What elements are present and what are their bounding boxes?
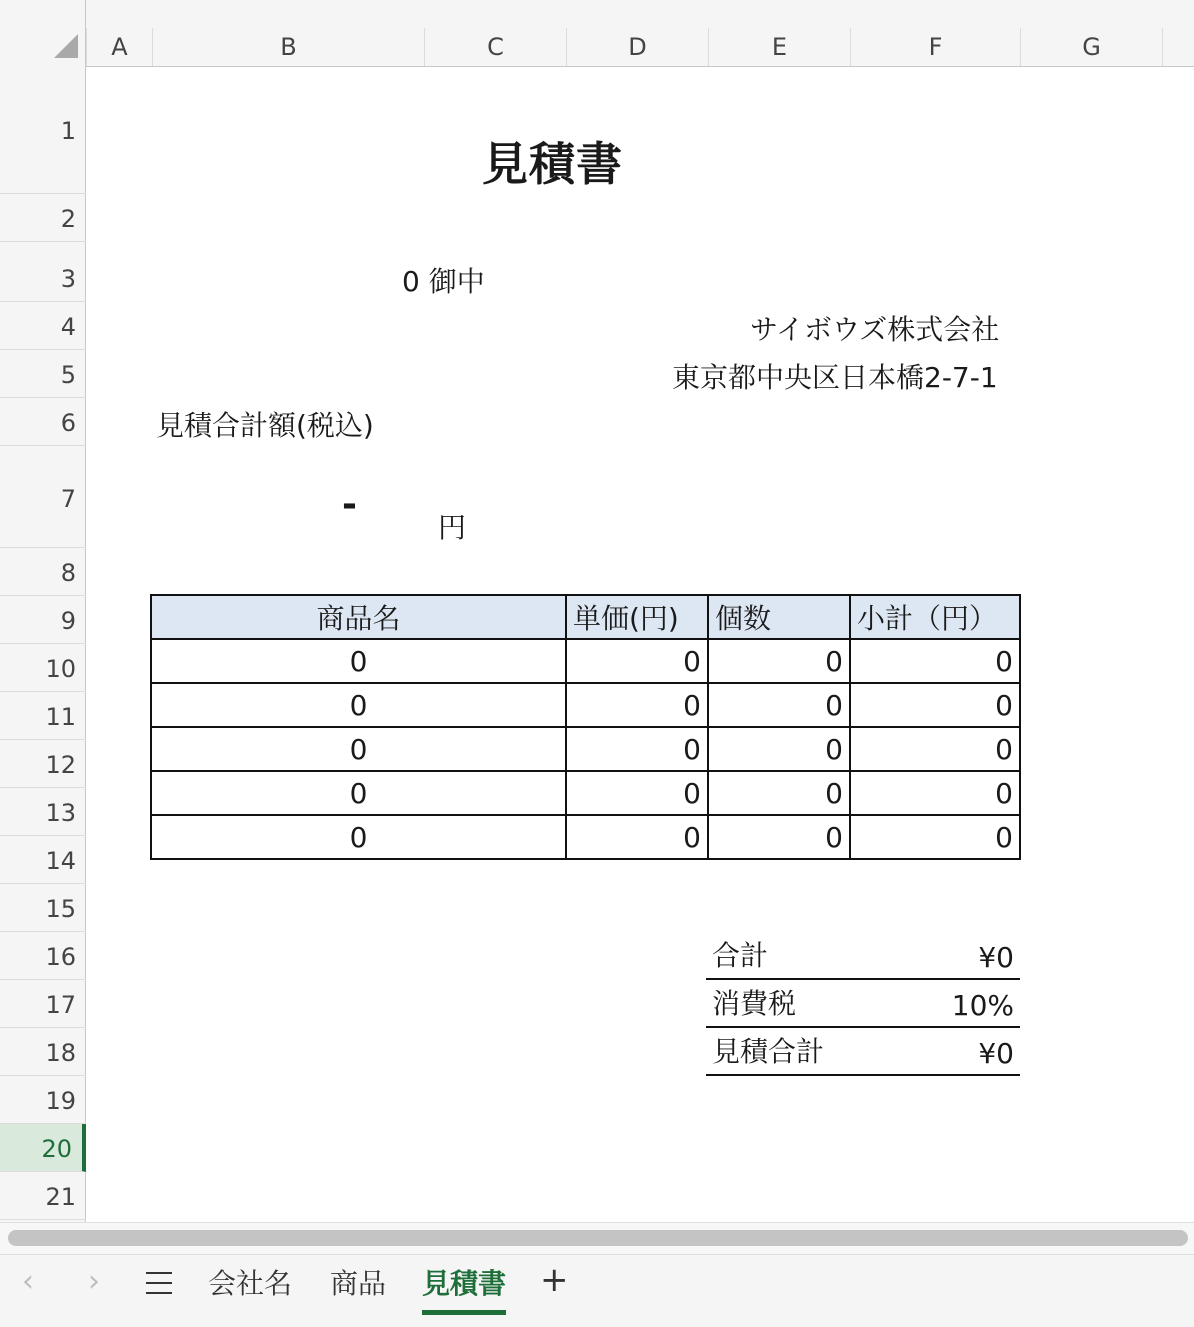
header-quantity[interactable]: 個数 bbox=[708, 595, 850, 639]
product-name-cell[interactable]: 0 bbox=[151, 683, 566, 727]
tab-company[interactable]: 会社名 bbox=[208, 1267, 293, 1300]
table-row bbox=[151, 639, 1020, 683]
product-name-cell[interactable]: 0 bbox=[151, 771, 566, 815]
row-number: 13 bbox=[45, 799, 76, 827]
row-number: 1 bbox=[60, 117, 76, 145]
row-header-1[interactable] bbox=[0, 66, 86, 194]
row-header-4[interactable] bbox=[0, 302, 86, 350]
subtotal-cell[interactable]: 0 bbox=[850, 815, 1020, 859]
table-header-row bbox=[151, 595, 1020, 639]
quantity-cell[interactable]: 0 bbox=[708, 815, 850, 859]
product-name-cell[interactable]: 0 bbox=[151, 639, 566, 683]
row-header-3[interactable] bbox=[0, 242, 86, 302]
row-header-12[interactable] bbox=[0, 740, 86, 788]
row-number: 10 bbox=[45, 655, 76, 683]
column-header-f[interactable]: F bbox=[850, 28, 1020, 66]
total-label-cell[interactable]: 見積合計額(税込) bbox=[156, 409, 374, 442]
subtotal-cell[interactable]: 0 bbox=[850, 771, 1020, 815]
row-header-13[interactable] bbox=[0, 788, 86, 836]
table-row bbox=[151, 727, 1020, 771]
row-header-14[interactable] bbox=[0, 836, 86, 884]
row-number: 3 bbox=[60, 265, 76, 293]
company-name-cell[interactable]: サイボウズ株式会社 bbox=[750, 313, 1000, 346]
company-address-cell[interactable]: 東京都中央区日本橋2-7-1 bbox=[672, 361, 998, 394]
unit-price-cell[interactable]: 0 bbox=[566, 683, 708, 727]
column-header-a[interactable]: A bbox=[86, 28, 152, 66]
column-header-h[interactable] bbox=[1162, 28, 1194, 66]
row-number: 14 bbox=[45, 847, 76, 875]
row-number: 15 bbox=[45, 895, 76, 923]
summary-label[interactable]: 合計 bbox=[712, 939, 769, 972]
quantity-cell[interactable]: 0 bbox=[708, 639, 850, 683]
row-number: 11 bbox=[45, 703, 76, 731]
row-header-10[interactable] bbox=[0, 644, 86, 692]
summary-row-tax bbox=[706, 982, 1020, 1028]
subtotal-cell[interactable]: 0 bbox=[850, 683, 1020, 727]
summary-row-total bbox=[706, 1030, 1020, 1076]
row-number: 18 bbox=[45, 1039, 76, 1067]
row-header-18[interactable] bbox=[0, 1028, 86, 1076]
summary-value[interactable]: ¥0 bbox=[978, 941, 1014, 974]
row-header-20-selected[interactable] bbox=[0, 1124, 86, 1172]
row-number: 17 bbox=[45, 991, 76, 1019]
unit-price-cell[interactable]: 0 bbox=[566, 639, 708, 683]
row-number: 4 bbox=[60, 313, 76, 341]
row-number: 21 bbox=[45, 1183, 76, 1211]
table-row bbox=[151, 771, 1020, 815]
chevron-right-icon[interactable]: › bbox=[88, 1264, 100, 1299]
row-header-7[interactable] bbox=[0, 446, 86, 548]
product-name-cell[interactable]: 0 bbox=[151, 727, 566, 771]
subtotal-cell[interactable]: 0 bbox=[850, 727, 1020, 771]
subtotal-cell[interactable]: 0 bbox=[850, 639, 1020, 683]
row-header-11[interactable] bbox=[0, 692, 86, 740]
row-header-8[interactable] bbox=[0, 548, 86, 596]
sheet-tab-bar bbox=[0, 1254, 1194, 1327]
summary-label[interactable]: 消費税 bbox=[712, 987, 797, 1020]
row-number: 20 bbox=[41, 1135, 72, 1163]
total-amount-cell[interactable]: - bbox=[342, 484, 357, 525]
row-number: 9 bbox=[60, 607, 76, 635]
tab-products[interactable]: 商品 bbox=[330, 1267, 387, 1300]
unit-price-cell[interactable]: 0 bbox=[566, 727, 708, 771]
quote-title[interactable]: 見積書 bbox=[482, 137, 623, 191]
header-subtotal[interactable]: 小計（円） bbox=[850, 595, 1020, 639]
add-sheet-button[interactable]: + bbox=[540, 1260, 569, 1300]
select-all-triangle-icon[interactable] bbox=[54, 34, 78, 58]
summary-value[interactable]: ¥0 bbox=[978, 1037, 1014, 1070]
row-number: 2 bbox=[60, 205, 76, 233]
chevron-left-icon[interactable]: ‹ bbox=[22, 1264, 34, 1299]
client-name-cell[interactable]: 0 御中 bbox=[402, 265, 485, 298]
row-header-16[interactable] bbox=[0, 932, 86, 980]
column-header-g[interactable]: G bbox=[1020, 28, 1162, 66]
total-unit-cell[interactable]: 円 bbox=[438, 511, 467, 544]
header-product-name[interactable]: 商品名 bbox=[151, 595, 566, 639]
row-number: 5 bbox=[60, 361, 76, 389]
row-number: 7 bbox=[60, 485, 76, 513]
row-number: 16 bbox=[45, 943, 76, 971]
horizontal-scrollbar-thumb[interactable] bbox=[8, 1230, 1188, 1246]
row-number: 8 bbox=[60, 559, 76, 587]
row-header-19[interactable] bbox=[0, 1076, 86, 1124]
unit-price-cell[interactable]: 0 bbox=[566, 815, 708, 859]
quantity-cell[interactable]: 0 bbox=[708, 771, 850, 815]
header-unit-price[interactable]: 単価(円) bbox=[566, 595, 708, 639]
summary-label[interactable]: 見積合計 bbox=[712, 1035, 825, 1068]
hamburger-menu-icon[interactable] bbox=[146, 1272, 174, 1294]
row-header-15[interactable] bbox=[0, 884, 86, 932]
table-row bbox=[151, 683, 1020, 727]
row-number: 12 bbox=[45, 751, 76, 779]
row-header-21[interactable] bbox=[0, 1172, 86, 1220]
row-number: 6 bbox=[60, 409, 76, 437]
active-tab-indicator bbox=[422, 1310, 506, 1315]
summary-row-subtotal bbox=[706, 934, 1020, 980]
summary-value[interactable]: 10% bbox=[951, 989, 1014, 1022]
row-header-2[interactable] bbox=[0, 194, 86, 242]
row-number: 19 bbox=[45, 1087, 76, 1115]
row-header-5[interactable] bbox=[0, 350, 86, 398]
product-name-cell[interactable]: 0 bbox=[151, 815, 566, 859]
column-header-c[interactable]: C bbox=[424, 28, 566, 66]
tab-quote[interactable]: 見積書 bbox=[422, 1267, 507, 1300]
quantity-cell[interactable]: 0 bbox=[708, 683, 850, 727]
row-header-9[interactable] bbox=[0, 596, 86, 644]
items-table bbox=[150, 594, 1021, 860]
row-header-6[interactable] bbox=[0, 398, 86, 446]
column-header-b[interactable]: B bbox=[152, 28, 424, 66]
unit-price-cell[interactable]: 0 bbox=[566, 771, 708, 815]
row-header-17[interactable] bbox=[0, 980, 86, 1028]
column-header-e[interactable]: E bbox=[708, 28, 850, 66]
column-header-d[interactable]: D bbox=[566, 28, 708, 66]
quantity-cell[interactable]: 0 bbox=[708, 727, 850, 771]
table-row bbox=[151, 815, 1020, 859]
